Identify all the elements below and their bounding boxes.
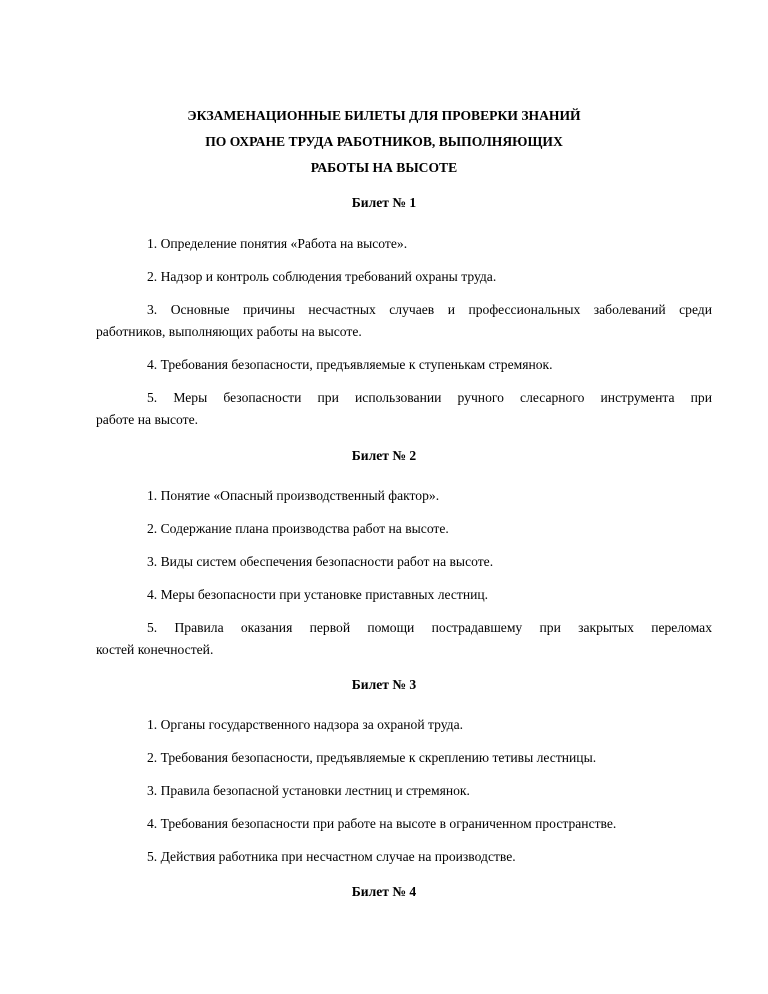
ticket-3-question-4 (96, 813, 712, 835)
title-line-3: РАБОТЫ НА ВЫСОТЕ (310, 160, 458, 175)
ticket-heading-4: Билет № 4 (351, 884, 417, 899)
question-text: 2. Надзор и контроль соблюдения требований охраны труда. (147, 269, 497, 284)
question-text-continuation: костей конечностей. (96, 642, 214, 657)
question-text: 2. Требования безопасности, предъявляемые к скреплению тетивы лестницы. (147, 750, 597, 765)
ticket-3-question-1 (96, 714, 712, 736)
document-title (0, 103, 768, 181)
ticket-heading-1: Билет № 1 (351, 195, 417, 210)
question-text: 3. Основные причины несчастных случаев и профессиональных заболеваний среди (147, 302, 712, 317)
title-line-1: ЭКЗАМЕНАЦИОННЫЕ БИЛЕТЫ ДЛЯ ПРОВЕРКИ ЗНАНИЙ (187, 108, 581, 123)
ticket-1-question-2 (96, 266, 712, 288)
question-text: 1. Понятие «Опасный производственный фактор». (147, 488, 440, 503)
ticket-heading-2: Билет № 2 (351, 448, 417, 463)
question-text: 4. Меры безопасности при установке приставных лестниц. (147, 587, 489, 602)
question-text: 4. Требования безопасности при работе на высоте в ограниченном пространстве. (147, 816, 617, 831)
ticket-3-question-3 (96, 780, 712, 802)
ticket-2-question-1 (96, 485, 712, 507)
question-text: 5. Меры безопасности при использовании ручного слесарного инструмента при (147, 390, 712, 405)
question-text: 2. Содержание плана производства работ на высоте. (147, 521, 449, 536)
ticket-1-question-5 (96, 387, 712, 431)
question-text: 4. Требования безопасности, предъявляемые к ступенькам стремянок. (147, 357, 553, 372)
ticket-2-question-2 (96, 518, 712, 540)
question-text: 3. Правила безопасной установки лестниц и стремянок. (147, 783, 470, 798)
ticket-2-question-4 (96, 584, 712, 606)
ticket-2-question-5 (96, 617, 712, 661)
question-text-continuation: работников, выполняющих работы на высоте. (96, 324, 362, 339)
question-text: 5. Действия работника при несчастном случае на производстве. (147, 849, 516, 864)
title-line-2: ПО ОХРАНЕ ТРУДА РАБОТНИКОВ, ВЫПОЛНЯЮЩИХ (205, 134, 563, 149)
question-text: 1. Определение понятия «Работа на высоте». (147, 236, 408, 251)
ticket-1-question-4 (96, 354, 712, 376)
question-text: 1. Органы государственного надзора за охраной труда. (147, 717, 464, 732)
ticket-2-question-3 (96, 551, 712, 573)
question-text-continuation: работе на высоте. (96, 412, 199, 427)
question-text: 5. Правила оказания первой помощи пострадавшему при закрытых переломах (147, 620, 712, 635)
ticket-3-question-5 (96, 846, 712, 868)
ticket-heading-3: Билет № 3 (351, 677, 417, 692)
ticket-1-question-1 (96, 233, 712, 255)
ticket-1-question-3 (96, 299, 712, 343)
question-text: 3. Виды систем обеспечения безопасности работ на высоте. (147, 554, 494, 569)
ticket-3-question-2 (96, 747, 712, 769)
